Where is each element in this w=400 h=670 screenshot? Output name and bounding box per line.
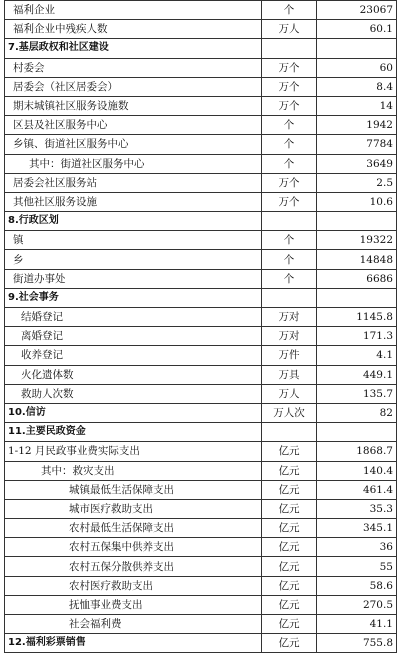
unit-cell: 个 (262, 116, 317, 135)
section-header-row (5, 288, 397, 307)
value-cell: 1942 (317, 116, 397, 135)
unit-cell: 亿元 (262, 576, 317, 595)
table-row (5, 192, 397, 211)
value-cell: 1145.8 (317, 308, 397, 327)
item-name-cell: 火化遗体数 (5, 365, 262, 384)
unit-cell: 亿元 (262, 519, 317, 538)
table-row (5, 116, 397, 135)
unit-cell: 个 (262, 231, 317, 250)
item-name-cell: 城镇最低生活保障支出 (5, 480, 262, 499)
unit-cell: 个 (262, 1, 317, 20)
table-row (5, 615, 397, 634)
unit-cell (262, 288, 317, 307)
item-name-cell: 救助人次数 (5, 384, 262, 403)
value-cell (317, 212, 397, 231)
table-row (5, 327, 397, 346)
unit-cell: 亿元 (262, 634, 317, 653)
item-name-cell: 居委会社区服务站 (5, 173, 262, 192)
section-header-row (5, 634, 397, 653)
section-header-row (5, 403, 397, 422)
value-cell: 1868.7 (317, 442, 397, 461)
table-body (5, 1, 397, 653)
table-row (5, 346, 397, 365)
section-title-cell: 9.社会事务 (5, 288, 262, 307)
table-row (5, 499, 397, 518)
value-cell: 7784 (317, 135, 397, 154)
unit-cell (262, 212, 317, 231)
item-name-cell: 街道办事处 (5, 269, 262, 288)
table-row (5, 231, 397, 250)
item-name-cell: 乡镇、街道社区服务中心 (5, 135, 262, 154)
item-name-cell: 其中：救灾支出 (5, 461, 262, 480)
value-cell: 449.1 (317, 365, 397, 384)
section-title-cell: 8.行政区划 (5, 212, 262, 231)
value-cell: 36 (317, 538, 397, 557)
item-name-cell: 区县及社区服务中心 (5, 116, 262, 135)
section-header-row (5, 39, 397, 58)
item-name-cell: 城市医疗救助支出 (5, 499, 262, 518)
table-row (5, 461, 397, 480)
table-row (5, 519, 397, 538)
table-row (5, 557, 397, 576)
unit-cell: 万人 (262, 384, 317, 403)
unit-cell: 万件 (262, 346, 317, 365)
unit-cell: 万个 (262, 192, 317, 211)
section-title-cell: 11.主要民政资金 (5, 423, 262, 442)
unit-cell: 亿元 (262, 461, 317, 480)
value-cell: 19322 (317, 231, 397, 250)
unit-cell (262, 423, 317, 442)
table-row (5, 442, 397, 461)
unit-cell: 万人 (262, 20, 317, 39)
unit-cell: 亿元 (262, 557, 317, 576)
table-row (5, 365, 397, 384)
unit-cell: 亿元 (262, 595, 317, 614)
unit-cell: 万个 (262, 77, 317, 96)
value-cell: 755.8 (317, 634, 397, 653)
item-name-cell: 1-12 月民政事业费实际支出 (5, 442, 262, 461)
value-cell: 6686 (317, 269, 397, 288)
section-title-cell: 7.基层政权和社区建设 (5, 39, 262, 58)
value-cell: 60 (317, 58, 397, 77)
section-title-cell: 12.福利彩票销售 (5, 634, 262, 653)
item-name-cell: 农村最低生活保障支出 (5, 519, 262, 538)
unit-cell: 亿元 (262, 442, 317, 461)
item-name-cell: 其他社区服务设施 (5, 192, 262, 211)
item-name-cell: 抚恤事业费支出 (5, 595, 262, 614)
item-name-cell: 其中：街道社区服务中心 (5, 154, 262, 173)
value-cell: 345.1 (317, 519, 397, 538)
unit-cell: 万具 (262, 365, 317, 384)
table-row (5, 595, 397, 614)
table-row (5, 538, 397, 557)
unit-cell: 亿元 (262, 480, 317, 499)
table-row (5, 20, 397, 39)
value-cell: 2.5 (317, 173, 397, 192)
value-cell: 461.4 (317, 480, 397, 499)
unit-cell: 万对 (262, 308, 317, 327)
item-name-cell: 社会福利费 (5, 615, 262, 634)
value-cell: 270.5 (317, 595, 397, 614)
item-name-cell: 镇 (5, 231, 262, 250)
unit-cell: 万个 (262, 58, 317, 77)
item-name-cell: 福利企业 (5, 1, 262, 20)
unit-cell: 万对 (262, 327, 317, 346)
unit-cell (262, 39, 317, 58)
table-row (5, 1, 397, 20)
value-cell (317, 39, 397, 58)
table-row (5, 576, 397, 595)
value-cell: 171.3 (317, 327, 397, 346)
value-cell: 41.1 (317, 615, 397, 634)
table-row (5, 384, 397, 403)
value-cell: 135.7 (317, 384, 397, 403)
table-row (5, 269, 397, 288)
value-cell (317, 288, 397, 307)
item-name-cell: 农村医疗救助支出 (5, 576, 262, 595)
value-cell: 55 (317, 557, 397, 576)
table-row (5, 308, 397, 327)
item-name-cell: 农村五保分散供养支出 (5, 557, 262, 576)
unit-cell: 个 (262, 250, 317, 269)
value-cell: 3649 (317, 154, 397, 173)
section-header-row (5, 212, 397, 231)
value-cell: 58.6 (317, 576, 397, 595)
statistics-table-page (4, 0, 396, 653)
table-row (5, 173, 397, 192)
value-cell: 140.4 (317, 461, 397, 480)
value-cell: 23067 (317, 1, 397, 20)
unit-cell: 万个 (262, 173, 317, 192)
statistics-table (4, 0, 397, 653)
table-row (5, 480, 397, 499)
item-name-cell: 村委会 (5, 58, 262, 77)
table-row (5, 58, 397, 77)
table-row (5, 135, 397, 154)
section-header-row (5, 423, 397, 442)
value-cell: 4.1 (317, 346, 397, 365)
item-name-cell: 收养登记 (5, 346, 262, 365)
unit-cell: 个 (262, 154, 317, 173)
item-name-cell: 结婚登记 (5, 308, 262, 327)
unit-cell: 个 (262, 269, 317, 288)
value-cell: 60.1 (317, 20, 397, 39)
item-name-cell: 居委会（社区居委会） (5, 77, 262, 96)
item-name-cell: 期末城镇社区服务设施数 (5, 96, 262, 115)
table-row (5, 77, 397, 96)
unit-cell: 万人次 (262, 403, 317, 422)
value-cell: 14 (317, 96, 397, 115)
unit-cell: 个 (262, 135, 317, 154)
section-title-cell: 10.信访 (5, 403, 262, 422)
value-cell: 35.3 (317, 499, 397, 518)
unit-cell: 亿元 (262, 615, 317, 634)
table-row (5, 154, 397, 173)
value-cell: 8.4 (317, 77, 397, 96)
value-cell: 10.6 (317, 192, 397, 211)
item-name-cell: 离婚登记 (5, 327, 262, 346)
value-cell: 14848 (317, 250, 397, 269)
value-cell: 82 (317, 403, 397, 422)
table-row (5, 96, 397, 115)
unit-cell: 亿元 (262, 538, 317, 557)
value-cell (317, 423, 397, 442)
unit-cell: 万个 (262, 96, 317, 115)
table-row (5, 250, 397, 269)
item-name-cell: 农村五保集中供养支出 (5, 538, 262, 557)
unit-cell: 亿元 (262, 499, 317, 518)
item-name-cell: 乡 (5, 250, 262, 269)
item-name-cell: 福利企业中残疾人数 (5, 20, 262, 39)
